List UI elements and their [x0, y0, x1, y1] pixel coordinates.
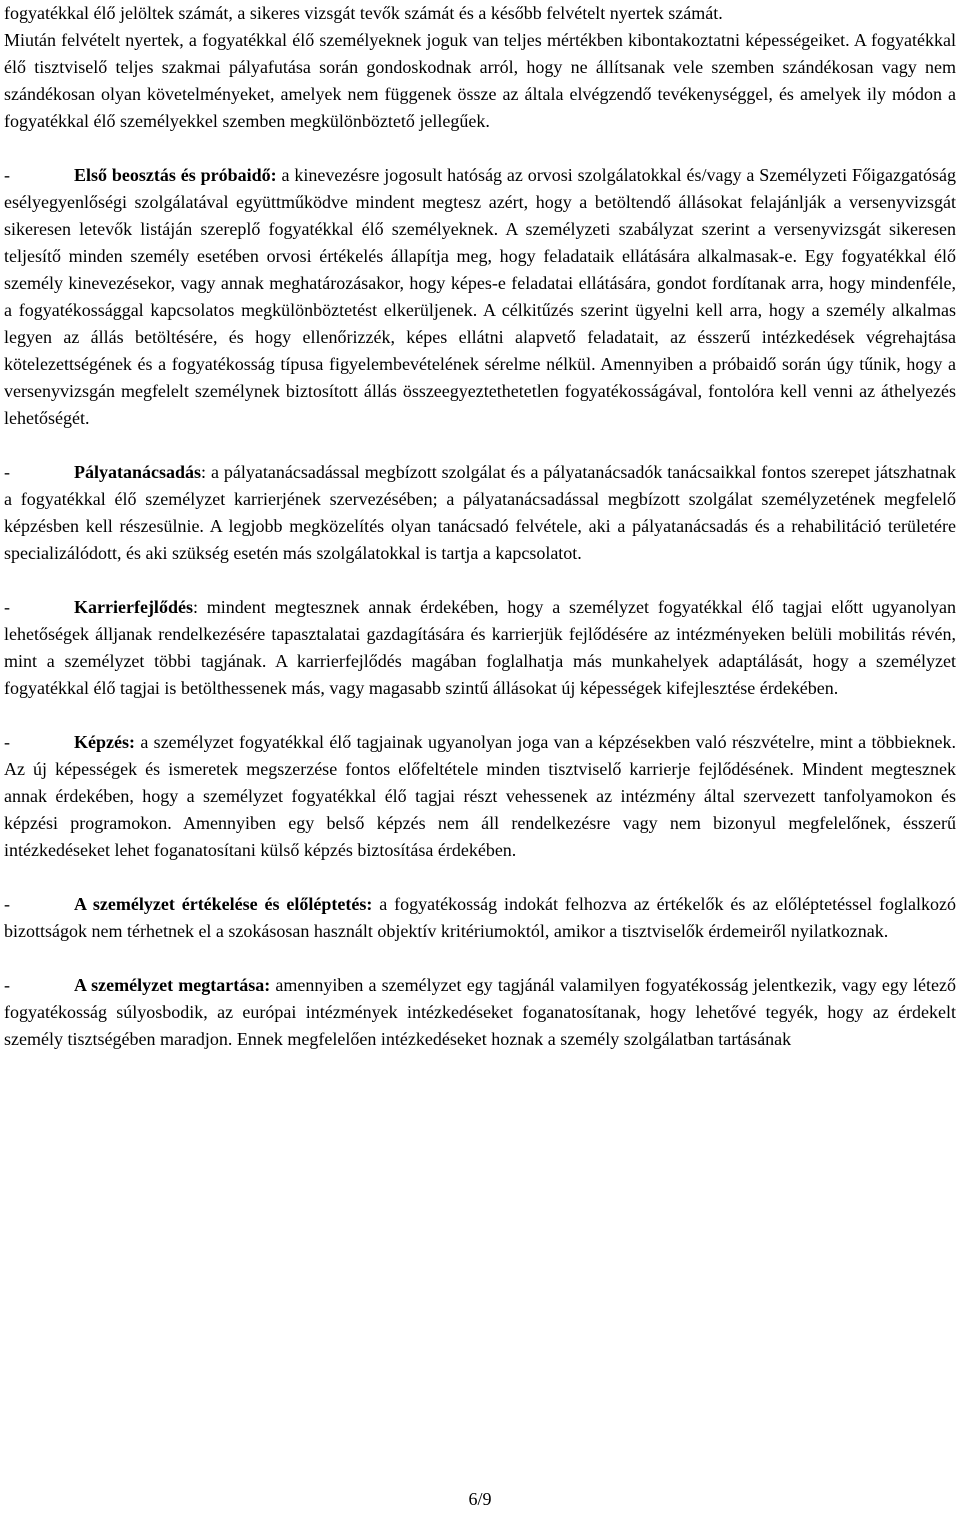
- section-title: Pályatanácsadás: [74, 462, 202, 482]
- section-title: Képzés:: [74, 732, 135, 752]
- list-dash: -: [4, 597, 10, 617]
- section-text: : mindent megtesznek annak érdekében, hogy a személyzet fogyatékkal élő tagjai előtt ugyanolyan lehetőségek álljanak rendelkezésére tapasztalatai gazdagítására és karrierjük fejlődésére az intézményeken belüli mobilitás révén, mint a személyzet többi tagjának. A karrierfejlődés magában foglalhatja más munkahelyek adaptálását, hogy a személyzet fogyatékkal élő tagjai is betölthessenek más, vagy magasabb szintű állásokat új képességek kifejlesztése érdekében.: [4, 597, 956, 698]
- section-text: a kinevezésre jogosult hatóság az orvosi szolgálatokkal és/vagy a Személyzeti Főigazgatóság esélyegyenlőségi szolgálatával együttműködve mindent megtesz azért, hogy a betöltendő állásokat felajánlják a versenyvizsgát sikeresen letevők listáján szereplő fogyatékkal élő személyeknek. A személyzeti szabályzat szerint a versenyvizsgát sikeresen teljesítő minden személy esetében orvosi értékelés állapítja meg, hogy feladataik ellátására alkalmasak-e. Egy fogyatékkal élő személy kinevezésekor, vagy annak meghatározásakor, hogy képes-e feladatai ellátására, gondot fordítanak arra, hogy mindenféle, a fogyatékossággal kapcsolatos megkülönböztetést elkerüljenek. A célkitűzés szerint ügyelni kell arra, hogy a személy alkalmas legyen az állás betöltésére, és hogy ellenőrizzék, képes ellátni alapvető feladatait, az ésszerű intézkedések végrehajtása kötelezettségének és a fogyatékosság típusa figyelembevételének sérelme nélkül. Amennyiben a próbaidő során úgy tűnik, hogy a versenyvizsgán megfelelt személynek biztosított állás összeegyeztethetetlen fogyatékosságával, fontolóra kell venni az áthelyezés lehetőségét.: [4, 165, 957, 428]
- list-dash: -: [4, 732, 10, 752]
- list-dash: -: [4, 894, 10, 914]
- section-text: amennyiben a személyzet egy tagjánál valamilyen fogyatékosság jelentkezik, vagy egy létező fogyatékosság súlyosbodik, az európai intézmények intézkedéseket foganatosítanak, hogy lehetővé tegyék, hogy az érdekelt személy tisztségében maradjon. Ennek megfelelően intézkedéseket hoznak a személy szolgálatban tartásának: [4, 975, 957, 1049]
- list-dash: -: [4, 165, 10, 185]
- section-text: a fogyatékosság indokát felhozva az értékelők és az előléptetéssel foglalkozó bizottságok nem térhetnek el a szokásosan használt objektív kritériumoktól, amikor a tisztviselők érdemeiről nyilatkoznak.: [4, 894, 956, 941]
- section-staff-retention: [4, 972, 956, 1053]
- section-training: [4, 729, 956, 864]
- intro-paragraph-2: Miután felvételt nyertek, a fogyatékkal élő személyeknek joguk van teljes mértékben kibontakoztatni képességeiket. A fogyatékkal élő tisztviselő teljes szakmai pályafutása során gondoskodnak arról, hogy ne állítsanak vele szemben szándékosan vagy nem szándékosan olyan követelményeket, amelyek nem függenek össze az általa elvégzendő tevékenységgel, és amelyek ily módon a fogyatékkal élő személyekkel szemben megkülönböztető jellegűek.: [4, 30, 956, 131]
- section-title: Karrierfejlődés: [74, 597, 193, 617]
- list-dash: -: [4, 975, 10, 995]
- list-dash: -: [4, 462, 10, 482]
- page-number: 6/9: [468, 1489, 492, 1509]
- section-text: : a pályatanácsadással megbízott szolgálat és a pályatanácsadók tanácsaikkal fontos szerepet játszhatnak a fogyatékkal élő személyzet karrierjének szervezésében; a pályatanácsadással megbízott szolgálat személyzetének megfelelő képzésben kell részesülnie. A legjobb megközelítés olyan tanácsadó felvétele, aki a pályatanácsadás és a rehabilitáció területére specializálódott, és aki szükség esetén más szolgálatokkal is tartja a kapcsolatot.: [4, 462, 956, 563]
- section-text: a személyzet fogyatékkal élő tagjainak ugyanolyan joga van a képzésekben való részvételre, mint a többieknek. Az új képességek és ismeretek megszerzése fontos előfeltétele minden tisztviselő karrierje fejlődésének. Mindent megtesznek annak érdekében, hogy a személyzet fogyatékkal élő tagjai részt vehessenek az intézmény által szervezett tanfolyamokon és képzési programokon. Amennyiben egy belső képzés nem áll rendelkezésre vagy nem bizonyul megfelelőnek, ésszerű intézkedéseket lehet foganatosítani külső képzés biztosítása érdekében.: [4, 732, 956, 860]
- section-title: Első beosztás és próbaidő:: [74, 165, 277, 185]
- section-title: A személyzet megtartása:: [74, 975, 271, 995]
- section-career-guidance: [4, 459, 956, 567]
- document-page: [4, 0, 956, 1053]
- section-first-assignment: [4, 162, 956, 432]
- section-career-development: [4, 594, 956, 702]
- section-evaluation-promotion: [4, 891, 956, 945]
- intro-paragraph-1: fogyatékkal élő jelöltek számát, a sikeres vizsgát tevők számát és a később felvételt nyertek számát.: [4, 3, 723, 23]
- section-title: A személyzet értékelése és előléptetés:: [74, 894, 373, 914]
